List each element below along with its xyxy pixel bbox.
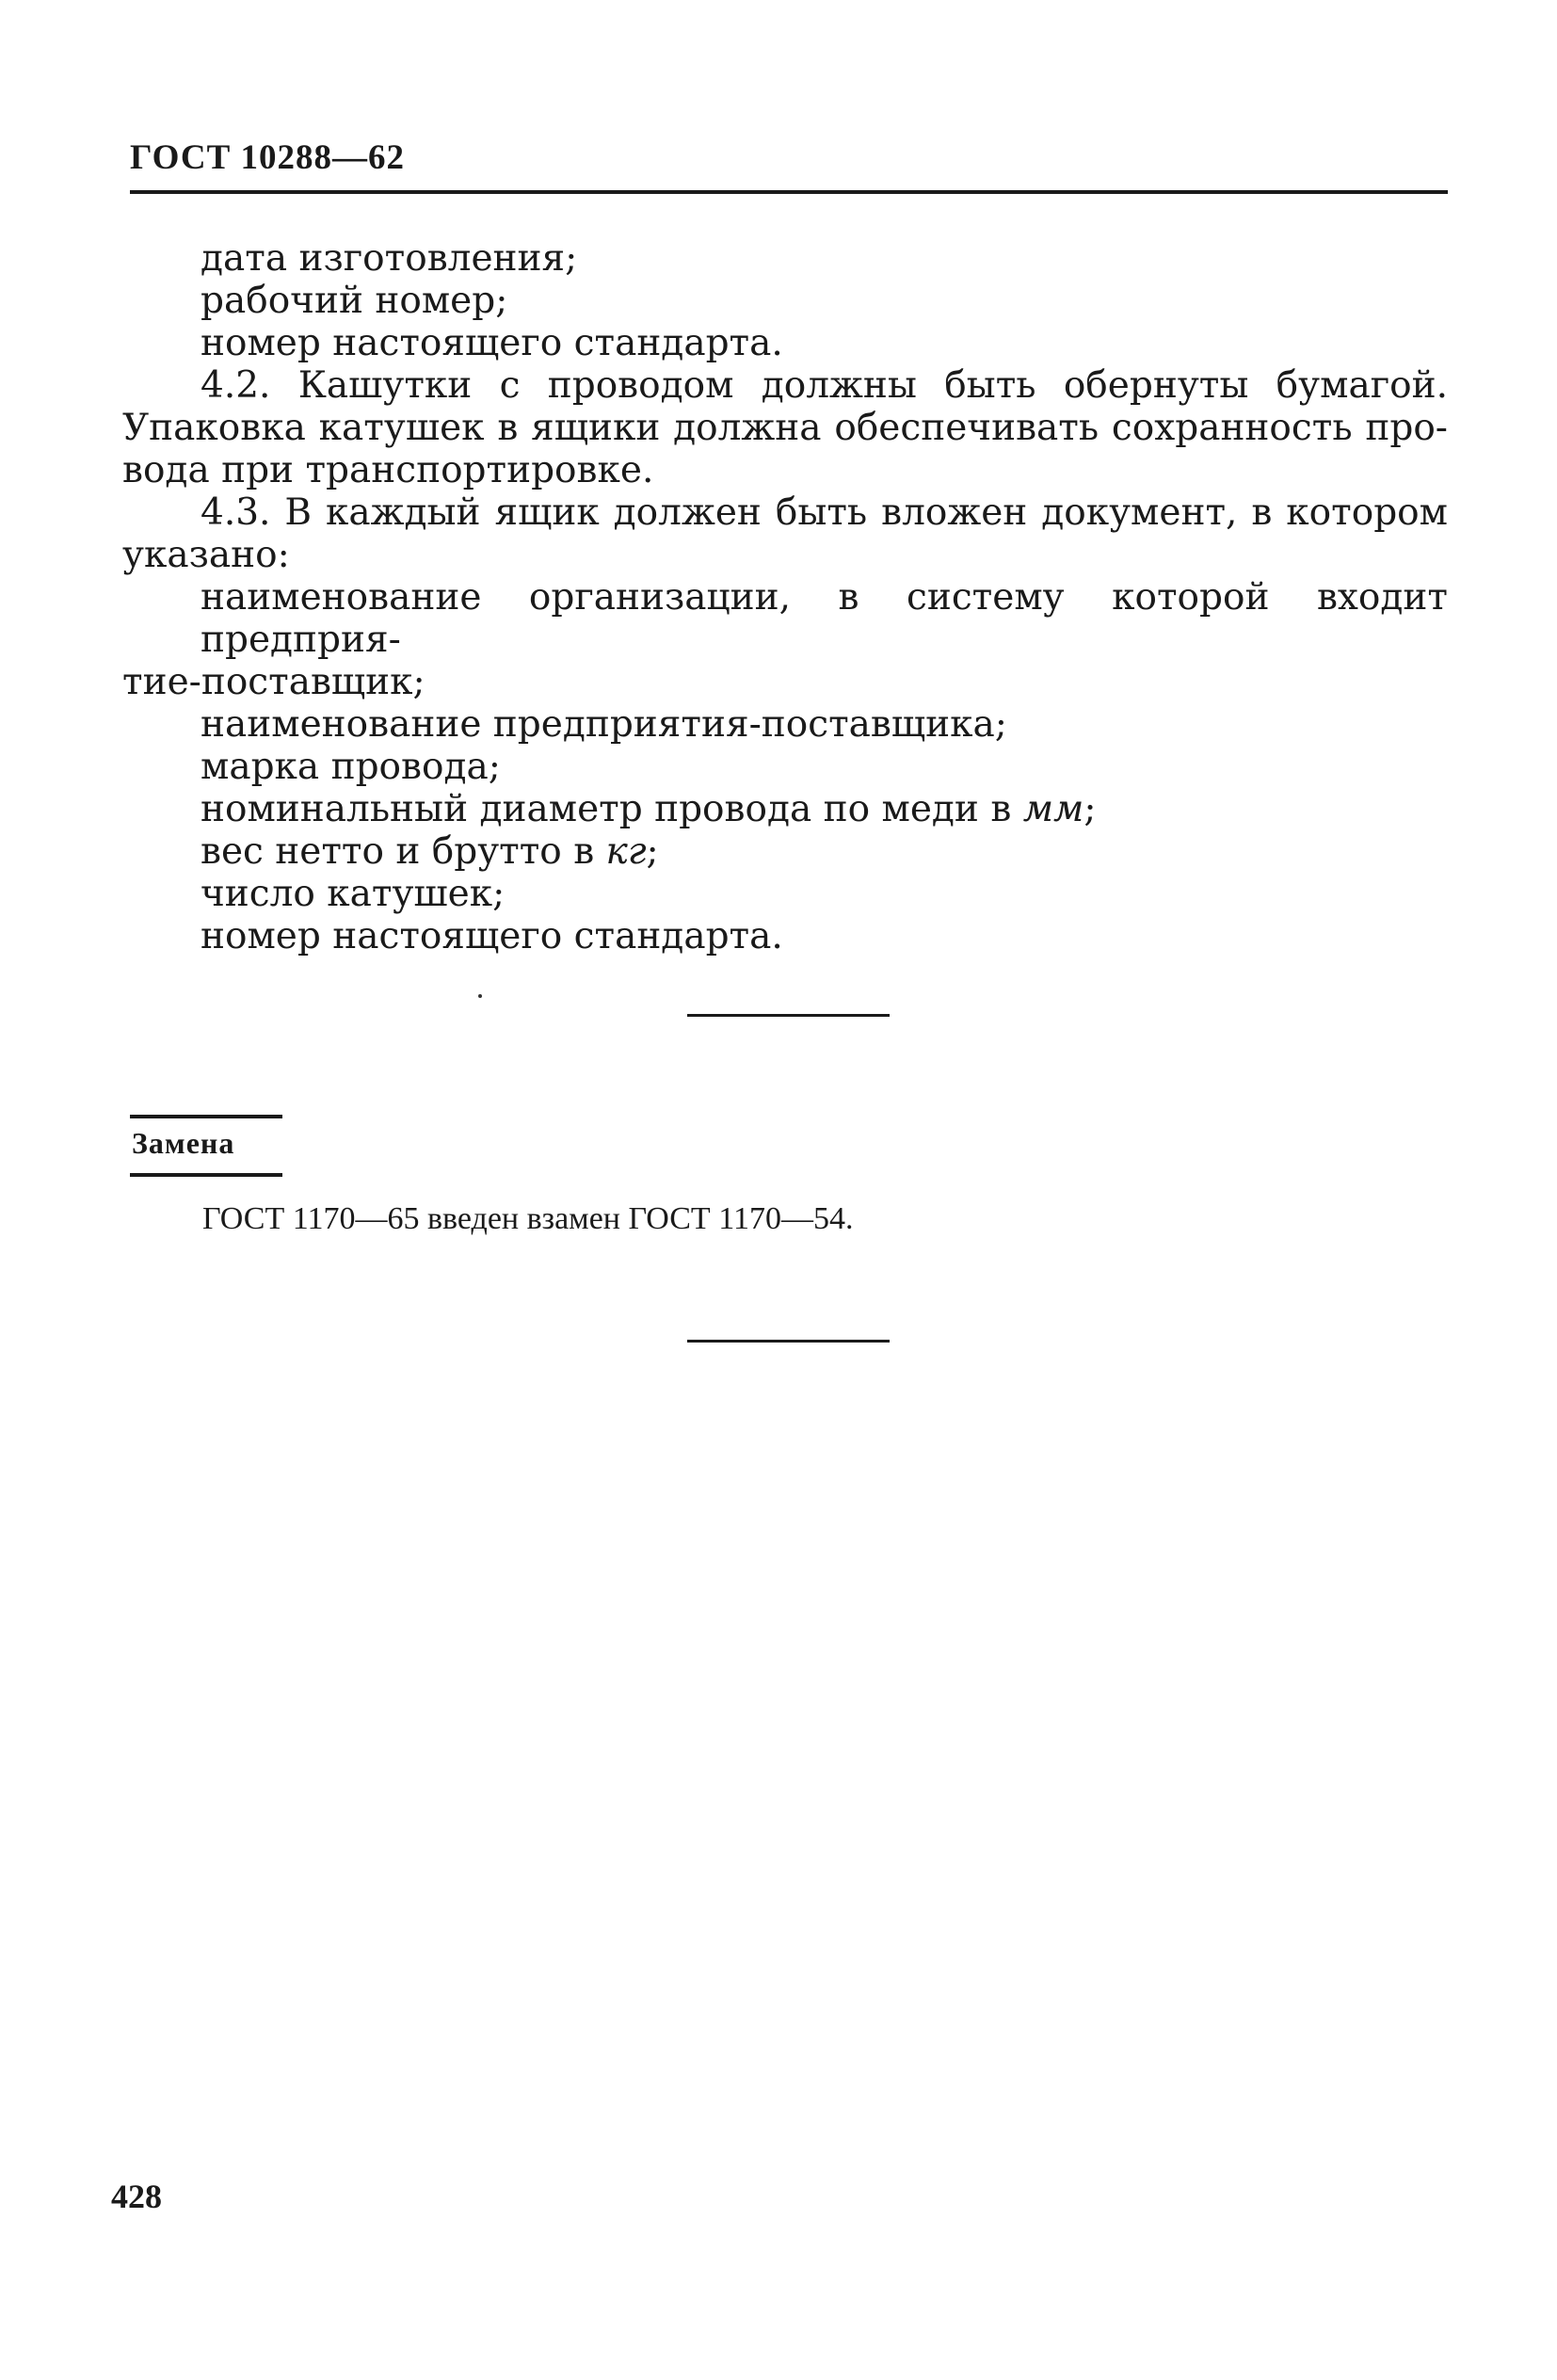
list-item: номер настоящего стандарта. [201, 915, 783, 957]
list-item: наименование предприятия-поставщика; [201, 703, 1007, 746]
paragraph-4-2-line: Упаковка катушек в ящики должна обеспечивать сохранность про- [122, 407, 1448, 449]
replacement-rule-bottom [130, 1173, 282, 1177]
list-item-punctuation: ; [646, 830, 659, 873]
page-number: 428 [111, 2178, 162, 2215]
list-item-text: номинальный диаметр провода по меди в [201, 788, 1023, 830]
document-body [122, 237, 1448, 957]
section-separator [687, 1340, 890, 1343]
list-item: марка провода; [201, 746, 501, 788]
paragraph-4-3-line: указано: [122, 534, 290, 576]
paragraph-4-3-line: 4.3. В каждый ящик должен быть вложен документ, в котором [201, 491, 1448, 534]
list-item: рабочий номер; [201, 280, 508, 322]
paragraph-4-2-line: вода при транспортировке. [122, 449, 654, 491]
print-speck [478, 994, 482, 998]
unit-mm: мм [1022, 788, 1084, 830]
unit-kg: кг [605, 830, 647, 873]
list-item: номер настоящего стандарта. [201, 322, 783, 364]
replacement-heading: Замена [132, 1126, 235, 1160]
header-rule [130, 190, 1448, 194]
list-item: наименование организации, в систему которой входит предприя- [201, 576, 1448, 661]
list-item: число катушек; [201, 873, 506, 915]
section-separator [687, 1014, 890, 1017]
list-item: тие-поставщик; [122, 661, 425, 703]
list-item [122, 788, 1448, 830]
replacement-rule-top [130, 1115, 282, 1118]
list-item-punctuation: ; [1083, 788, 1097, 830]
list-item: дата изготовления; [201, 237, 578, 280]
list-item [122, 830, 1448, 873]
list-item-text: вес нетто и брутто в [201, 830, 606, 873]
document-header-title: ГОСТ 10288—62 [130, 138, 405, 177]
paragraph-4-2-line: 4.2. Кашутки с проводом должны быть обернуты бумагой. [201, 364, 1448, 407]
replacement-note: ГОСТ 1170—65 введен взамен ГОСТ 1170—54. [202, 1201, 854, 1236]
